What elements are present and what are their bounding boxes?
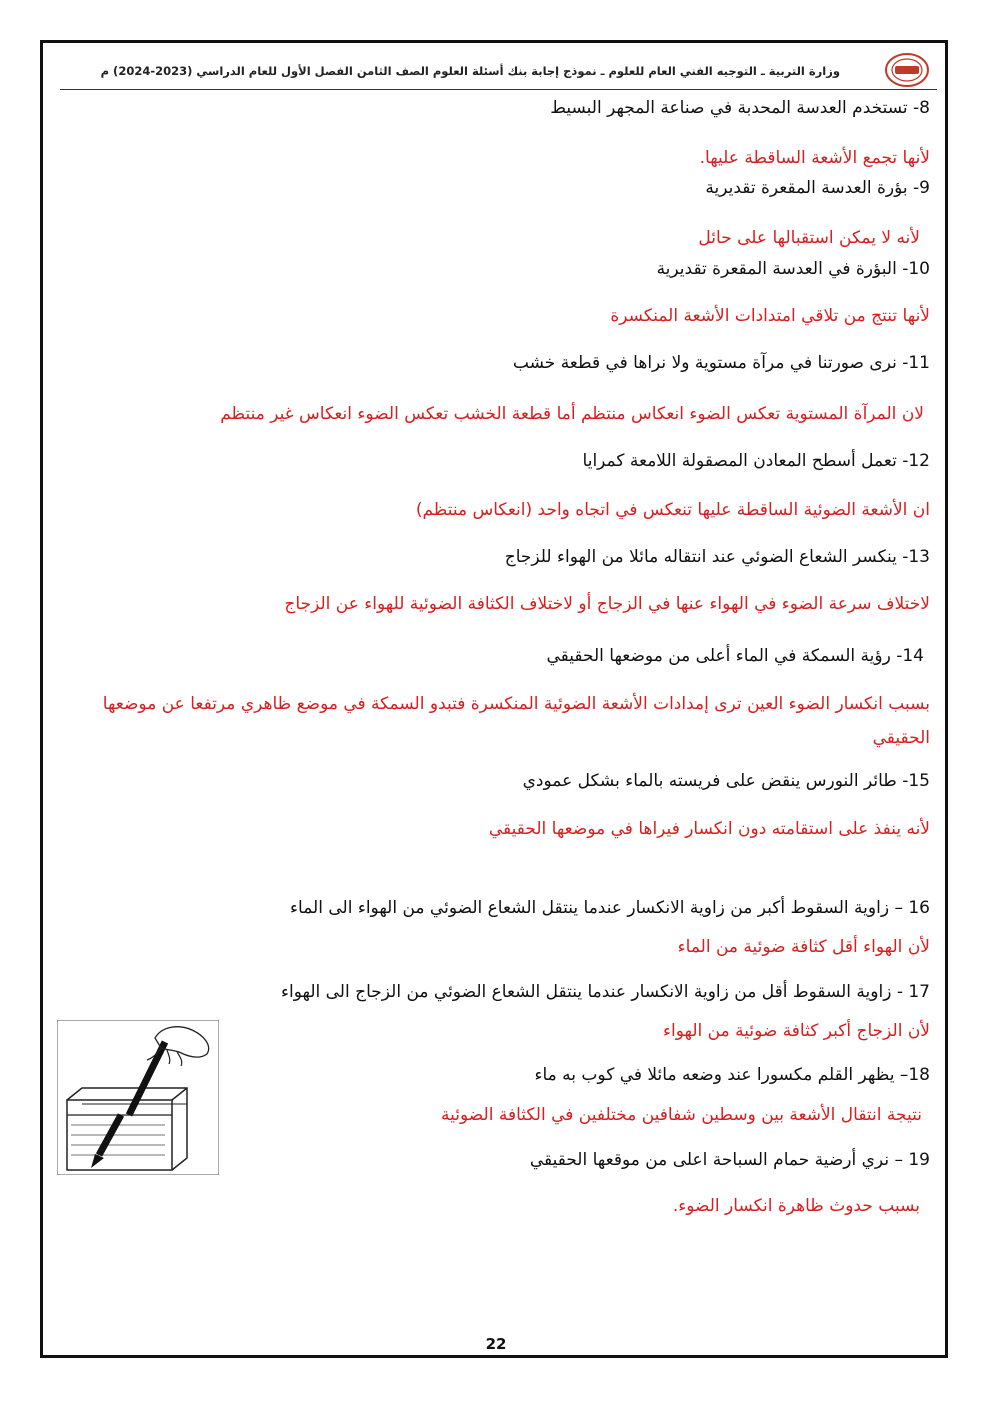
question-11: 11- نرى صورتنا في مرآة مستوية ولا نراها في قطعة خشب (512, 353, 930, 373)
page-header (60, 52, 930, 88)
question-17: 17 - زاوية السقوط أقل من زاوية الانكسار عندما ينتقل الشعاع الضوئي من الزجاج الى الهواء (280, 982, 930, 1002)
answer-12: ان الأشعة الضوئية الساقطة عليها تنعكس في اتجاه واحد (انعكاس منتظم) (415, 500, 930, 520)
question-18: 18– يظهر القلم مكسورا عند وضعه مائلا في كوب به ماء (534, 1065, 930, 1085)
question-15: 15- طائر النورس ينقض على فريسته بالماء بشكل عمودي (522, 771, 930, 791)
page-number: 22 (485, 1335, 507, 1353)
answer-13: لاختلاف سرعة الضوء في الهواء عنها في الزجاج أو لاختلاف الكثافة الضوئية للهواء عن الزجاج (284, 594, 930, 614)
question-12: 12- تعمل أسطح المعادن المصقولة اللامعة كمرايا (582, 451, 930, 471)
answer-10: لأنها تنتج من تلاقي امتدادات الأشعة المنكسرة (610, 306, 930, 326)
question-19: 19 – نري أرضية حمام السباحة اعلى من موقعها الحقيقي (529, 1150, 930, 1170)
answer-17: لأن الزجاج أكبر كثافة ضوئية من الهواء (663, 1021, 930, 1041)
question-8: 8- تستخدم العدسة المحدبة في صناعة المجهر البسيط (550, 98, 930, 118)
header-divider (60, 89, 937, 90)
question-10: 10- البؤرة في العدسة المقعرة تقديرية (656, 259, 930, 279)
question-9: 9- بؤرة العدسة المقعرة تقديرية (705, 178, 930, 198)
header-title: وزارة التربية ـ التوجيه الفني العام للعلوم ـ نموذج إجابة بنك أسئلة العلوم الصف الثامن الفصل الأول للعام الدراسي (2023-2024) م (100, 64, 840, 78)
answer-9: لأنه لا يمكن استقبالها على حائل (698, 228, 920, 248)
question-13: 13- ينكسر الشعاع الضوئي عند انتقاله مائلا من الهواء للزجاج (504, 547, 930, 567)
answer-8: لأنها تجمع الأشعة الساقطة عليها. (699, 148, 930, 168)
question-14: 14- رؤية السمكة في الماء أعلى من موضعها الحقيقي (546, 646, 924, 666)
question-16: 16 – زاوية السقوط أكبر من زاوية الانكسار عندما ينتقل الشعاع الضوئي من الهواء الى الماء (290, 898, 930, 918)
answer-16: لأن الهواء أقل كثافة ضوئية من الماء (677, 937, 930, 957)
answer-11: لان المرآة المستوية تعكس الضوء انعكاس منتظم أما قطعة الخشب تعكس الضوء انعكاس غير منتظم (220, 404, 924, 424)
ministry-logo-icon (884, 52, 930, 88)
answer-15: لأنه ينفذ على استقامته دون انكسار فيراها في موضعها الحقيقي (488, 819, 930, 839)
answer-19: بسبب حدوث ظاهرة انكسار الضوء. (672, 1196, 920, 1216)
answer-18: نتيجة انتقال الأشعة بين وسطين شفافين مختلفين في الكثافة الضوئية (441, 1105, 922, 1125)
answer-14: بسبب انكسار الضوء العين ترى إمدادات الأشعة الضوئية المنكسرة فتبدو السمكة في موضع ظاهري مرتفعا عن موضعها الحقيقي (102, 694, 930, 748)
pencil-in-water-glass-icon (57, 1020, 219, 1175)
